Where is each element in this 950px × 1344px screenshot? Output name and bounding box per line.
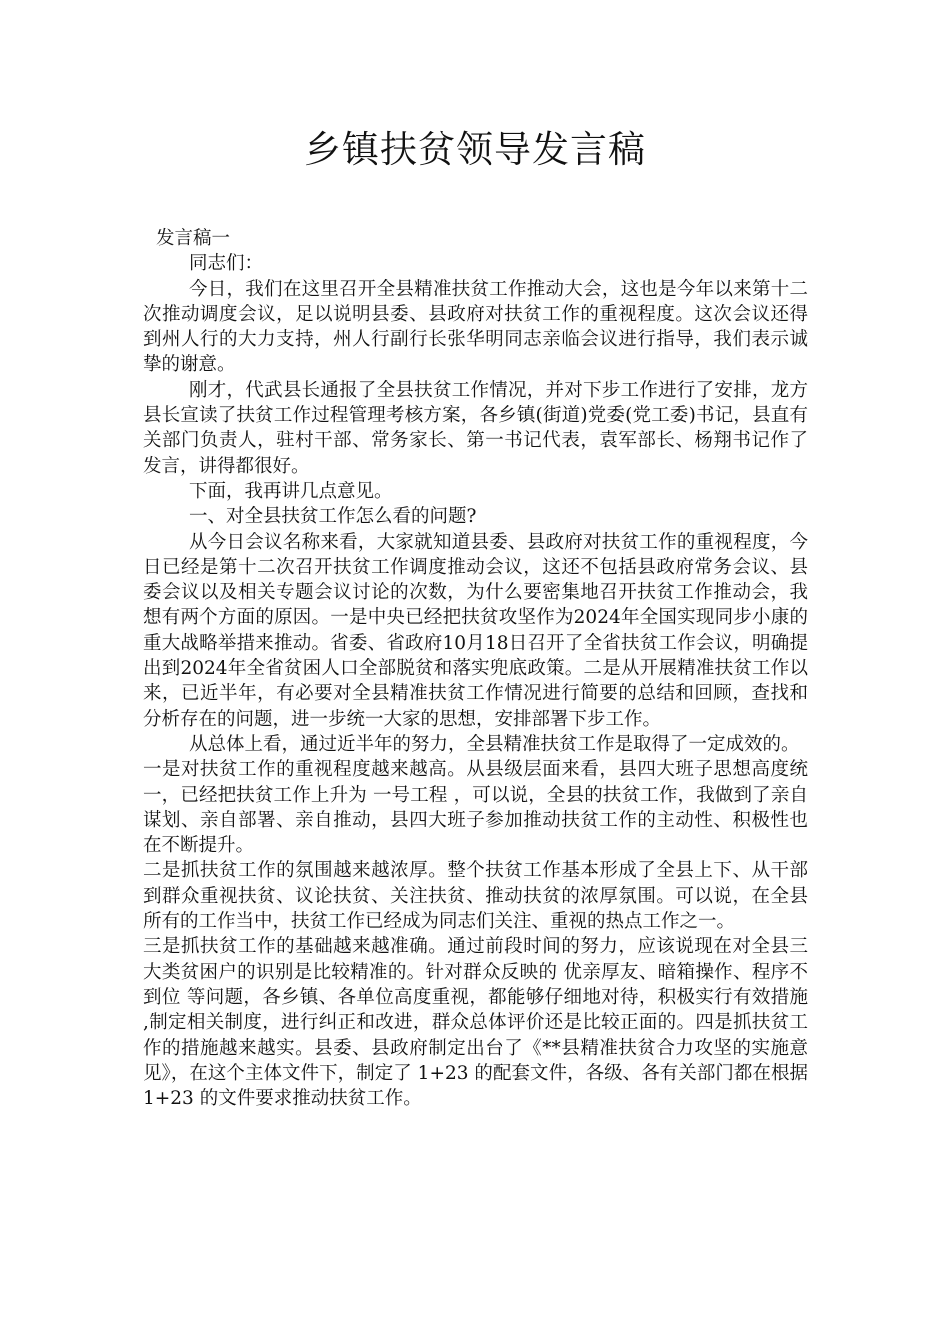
paragraph-point-3: 三是抓扶贫工作的基础越来越准确。通过前段时间的努力，应该说现在对全县三大类贫困户的识别是比较精准的。针对群众反映的 优亲厚友、暗箱操作、程序不到位 等问题，各乡镇、各单位高度重视，都能够仔细地对待，积极实行有效措施 ,制定相关制度，进行纠正和改进，群众总体评价还是比较正面的。四是抓扶贫工作的措施越来越实。县委、县政府制定出台了《**县精准扶贫合力攻坚的实施意见》，在这个主体文件下，制定了 1+23 的配套文件，各级、各有关部门都在根据 1+23 的文件要求推动扶贫工作。 [143, 936, 808, 1110]
document-title: 乡镇扶贫领导发言稿 [304, 128, 646, 171]
paragraph-review: 刚才，代武县长通报了全县扶贫工作情况，并对下步工作进行了安排，龙方县长宣读了扶贫工作过程管理考核方案，各乡镇(街道)党委(党工委)书记，县直有关部门负责人，驻村干部、常务家长、第一书记代表，袁军部长、杨翔书记作了发言，讲得都很好。 [143, 379, 808, 477]
section-label: 发言稿一 [156, 228, 231, 249]
paragraph-transition: 下面，我再讲几点意见。 [189, 480, 393, 502]
paragraph-point-2: 二是抓扶贫工作的氛围越来越浓厚。整个扶贫工作基本形成了全县上下、从干部到群众重视扶贫、议论扶贫、关注扶贫、推动扶贫的浓厚氛围。可以说，在全县所有的工作当中，扶贫工作已经成为同志们关注、重视的热点工作之一。 [143, 860, 808, 933]
section-heading-1: 一、对全县扶贫工作怎么看的问题? [189, 506, 477, 528]
paragraph-reasons: 从今日会议名称来看，大家就知道县委、县政府对扶贫工作的重视程度，今日已经是第十二次召开扶贫工作调度推动会议，这还不包括县政府常务会议、县委会议以及相关专题会议讨论的次数，为什么要密集地召开扶贫工作推动会，我想有两个方面的原因。一是中央已经把扶贫攻坚作为2024年全国实现同步小康的重大战略举措来推动。省委、省政府10月18日召开了全省扶贫工作会议，明确提出到2024年全省贫困人口全部脱贫和落实兜底政策。二是从开展精准扶贫工作以来，已近半年，有必要对全县精准扶贫工作情况进行简要的总结和回顾，查找和分析存在的问题，进一步统一大家的思想，安排部署下步工作。 [143, 531, 808, 730]
document-body [143, 226, 808, 1111]
paragraph-overall: 从总体上看，通过近半年的努力，全县精准扶贫工作是取得了一定成效的。 [189, 733, 800, 755]
paragraph-point-1: 一是对扶贫工作的重视程度越来越高。从县级层面来看，县四大班子思想高度统一，已经把扶贫工作上升为 一号工程 ，可以说，全县的扶贫工作，我做到了亲自谋划、亲自部署、亲自推动，县四大班子参加推动扶贫工作的主动性、积极性也在不断提升。 [143, 759, 808, 857]
paragraph-opening: 今日，我们在这里召开全县精准扶贫工作推动大会，这也是今年以来第十二次推动调度会议，足以说明县委、县政府对扶贫工作的重视程度。这次会议还得到州人行的大力支持，州人行副行长张华明同志亲临会议进行指导，我们表示诚挚的谢意。 [143, 278, 808, 376]
salutation: 同志们： [189, 253, 264, 275]
